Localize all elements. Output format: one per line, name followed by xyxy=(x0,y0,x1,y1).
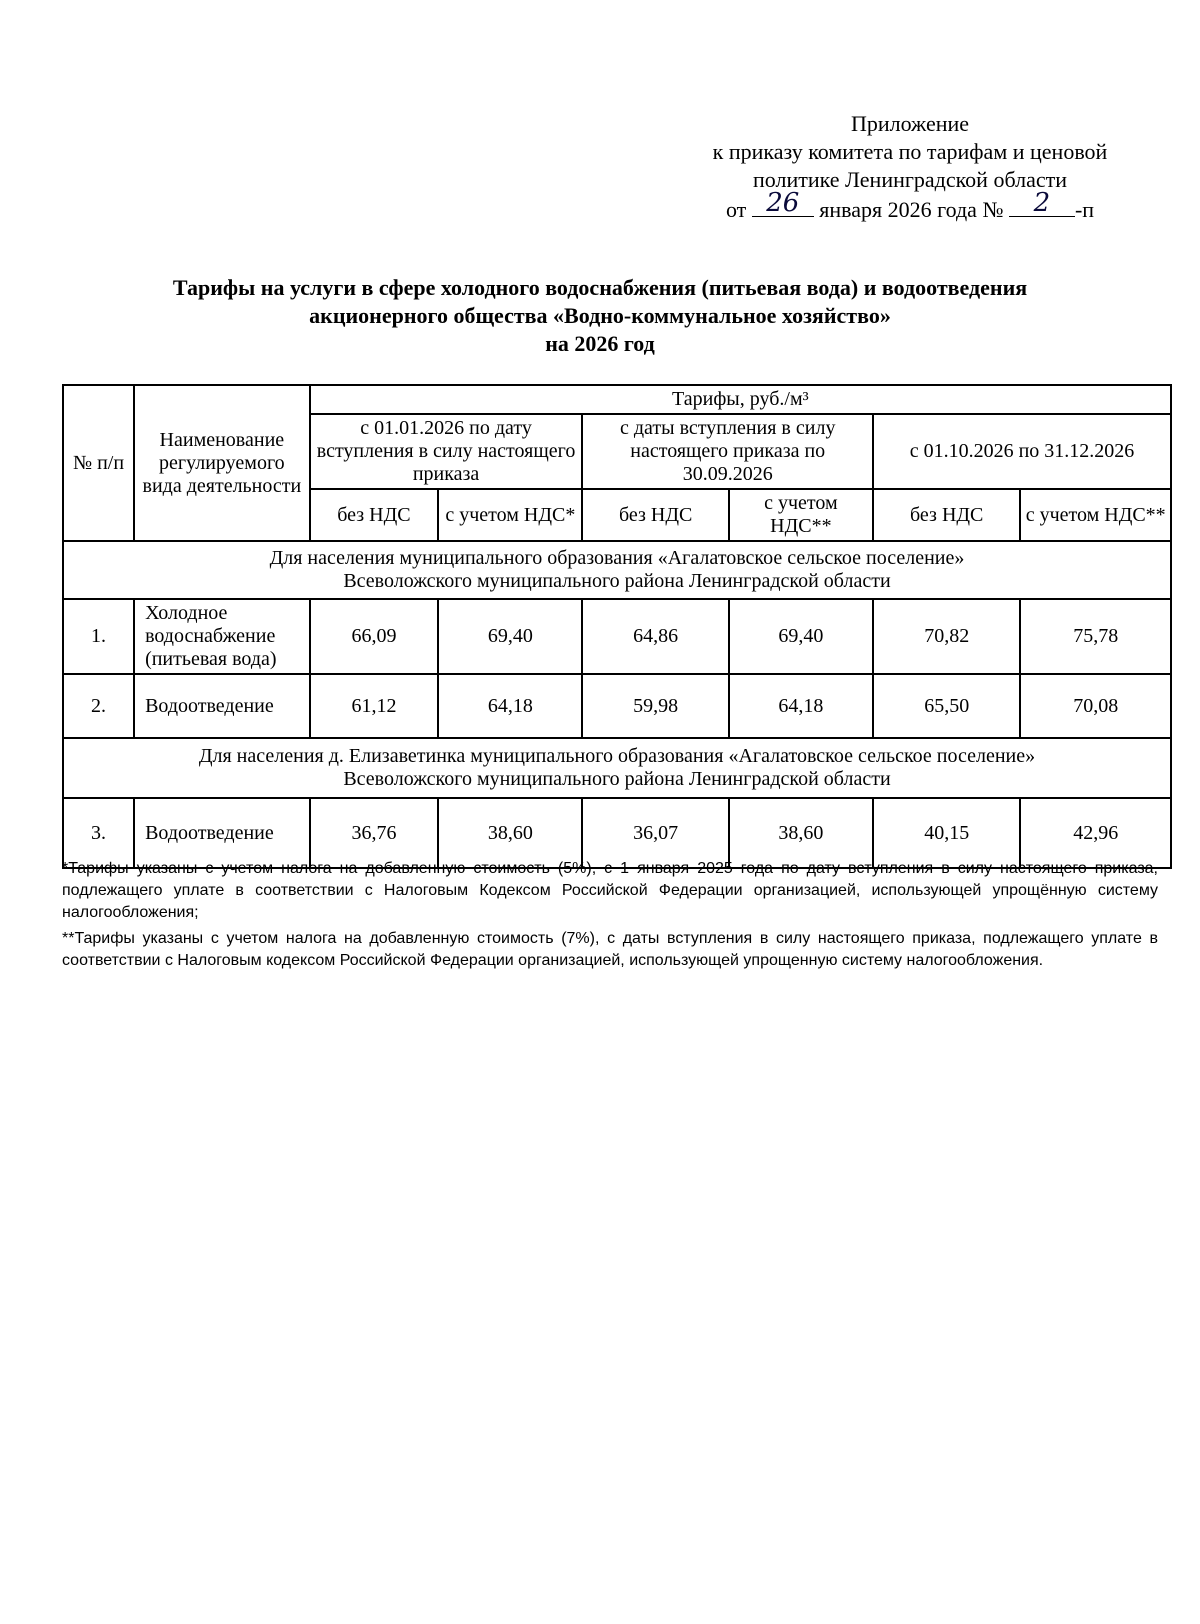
row-number: 3. xyxy=(63,798,134,868)
tariff-value: 42,96 xyxy=(1020,798,1171,868)
tariffs-table xyxy=(62,384,1172,869)
appendix-date-line xyxy=(680,188,1140,224)
tariff-value: 40,15 xyxy=(873,798,1020,868)
header-activity: Наименование регулируемого вида деятельности xyxy=(134,385,310,541)
appendix-order-line: к приказу комитета по тарифам и ценовой xyxy=(712,139,1108,164)
title-line-2: акционерного общества «Водно-коммунальное хозяйство» xyxy=(309,303,891,328)
tariff-value: 69,40 xyxy=(438,599,582,674)
day-blank xyxy=(752,188,814,218)
header-period-2: с даты вступления в силу настоящего приказа по 30.09.2026 xyxy=(582,414,873,489)
row-number: 1. xyxy=(63,599,134,674)
group-header-cell xyxy=(63,738,1171,798)
from-label: от xyxy=(725,197,747,222)
tariff-value: 70,82 xyxy=(873,599,1020,674)
appendix-header xyxy=(680,110,1140,224)
group-header-cell xyxy=(63,541,1171,599)
subheader-cell: без НДС xyxy=(310,489,439,541)
group-header-row xyxy=(63,738,1171,798)
number-suffix: -п xyxy=(1074,197,1095,222)
handwritten-number: 2 xyxy=(1033,188,1051,218)
row-number: 2. xyxy=(63,674,134,738)
group-header-row xyxy=(63,541,1171,599)
tariff-value: 38,60 xyxy=(438,798,582,868)
tariff-value: 64,86 xyxy=(582,599,728,674)
group-header-line: Для населения муниципального образования «Агалатовское сельское поселение» xyxy=(269,547,965,569)
tariff-value: 36,07 xyxy=(582,798,728,868)
header-period-3: с 01.10.2026 по 31.12.2026 xyxy=(873,414,1171,489)
row-activity: Водоотведение xyxy=(134,674,310,738)
footnotes xyxy=(62,858,1158,976)
subheader-cell: с учетом НДС* xyxy=(438,489,582,541)
header-period-1: с 01.01.2026 по дату вступления в силу настоящего приказа xyxy=(310,414,583,489)
appendix-region-line: политике Ленинградской области xyxy=(752,167,1067,192)
footnote-vat-5: *Тарифы указаны с учетом налога на добавленную стоимость (5%), с 1 января 2025 года по дату вступления в силу настоящего приказа, подлежащего уплате в соответствии с Налоговым Кодексом Российской Федерации организацией, использующей упрощённую систему налогообложения; xyxy=(62,860,1158,921)
table-row xyxy=(63,599,1171,674)
tariff-value: 59,98 xyxy=(582,674,728,738)
group-header-line: Для населения д. Елизаветинка муниципального образования «Агалатовское сельское поселение» xyxy=(198,745,1036,767)
tariff-value: 64,18 xyxy=(438,674,582,738)
table-row xyxy=(63,674,1171,738)
tariff-value: 69,40 xyxy=(729,599,873,674)
header-number: № п/п xyxy=(63,385,134,541)
group-header-line: Всеволожского муниципального района Ленинградской области xyxy=(343,570,891,592)
footnote-vat-7: **Тарифы указаны с учетом налога на добавленную стоимость (7%), с даты вступления в силу настоящего приказа, подлежащего уплате в соответствии с Налоговым кодексом Российской Федерации организацией, использующей упрощенную систему налогообложения. xyxy=(62,930,1158,969)
handwritten-day: 26 xyxy=(766,188,800,218)
title-line-1: Тарифы на услуги в сфере холодного водоснабжения (питьевая вода) и водоотведения xyxy=(172,275,1028,300)
appendix-label: Приложение xyxy=(850,111,970,136)
header-tariffs: Тарифы, руб./м³ xyxy=(310,385,1171,414)
tariff-value: 70,08 xyxy=(1020,674,1171,738)
row-activity: Водоотведение xyxy=(134,798,310,868)
tariff-value: 65,50 xyxy=(873,674,1020,738)
subheader-cell: без НДС xyxy=(873,489,1020,541)
tariff-value: 36,76 xyxy=(310,798,439,868)
row-activity: Холодное водоснабжение (питьевая вода) xyxy=(134,599,310,674)
group-header-line: Всеволожского муниципального района Ленинградской области xyxy=(343,768,891,790)
title-line-3: на 2026 год xyxy=(545,331,655,356)
document-title xyxy=(60,274,1140,358)
tariff-value: 66,09 xyxy=(310,599,439,674)
tariff-value: 75,78 xyxy=(1020,599,1171,674)
subheader-cell: с учетом НДС** xyxy=(1020,489,1171,541)
subheader-cell: с учетом НДС** xyxy=(729,489,873,541)
month-year-label: января 2026 года № xyxy=(819,197,1004,222)
tariff-value: 61,12 xyxy=(310,674,439,738)
tariff-value: 64,18 xyxy=(729,674,873,738)
tariff-value: 38,60 xyxy=(729,798,873,868)
number-blank xyxy=(1009,188,1075,218)
subheader-cell: без НДС xyxy=(582,489,728,541)
header-row-1 xyxy=(63,385,1171,414)
